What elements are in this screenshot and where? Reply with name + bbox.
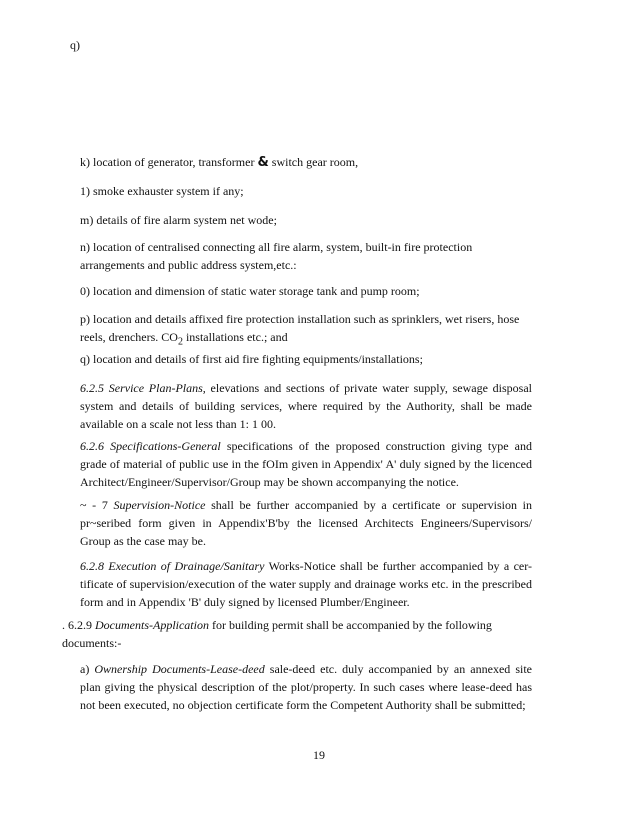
section-6-2-8 (80, 557, 532, 611)
section-6-2-6-body: specifications of the proposed construction giving type and grade of material of public use in the fOIm given in Appendix' A' duly signed by the licenced Architect/Engineer/Supervisor/Group may be shown accompanying the notice. (80, 439, 533, 489)
item-a-heading: Ownership Documents-Lease-deed (94, 662, 265, 676)
item-a-body: sale-deed etc. duly accompanied by an annexed site plan giving the physical description of the plot/property. In such cases where lease-deed has not been executed, no objection certificate form the Competent Authority shall be submitted; (80, 662, 532, 712)
item-k-text: k) location of generator, transformer (80, 155, 258, 169)
item-a-label: a) (80, 662, 95, 676)
section-6-2-8-heading: 6.2.8 Execution of Drainage/Sanitary (80, 559, 265, 573)
section-6-2-9-number: . 6.2.9 (62, 618, 95, 632)
item-p (80, 310, 532, 351)
section-6-2-5 (80, 379, 532, 433)
item-p-text: p) location and details affixed fire protection installation such as sprinklers, wet risers, hose reels, drenchers. CO (80, 312, 520, 344)
section-6-2-5-heading: 6.2.5 Service Plan-Plans, (80, 381, 206, 395)
section-6-2-6 (80, 437, 532, 491)
section-6-2-9-body: for building permit shall be accompanied by the following documents:- (62, 618, 492, 650)
item-p-text-end: installations etc.; and (182, 330, 288, 344)
ampersand-glyph: & (257, 155, 269, 170)
page-number: 19 (313, 748, 325, 762)
section-6-2-9 (62, 616, 532, 652)
item-q: q) location and details of first aid fire fighting equipments/installations; (80, 352, 423, 366)
section-6-2-8-body: Works-Notice shall be further accompanied by a cer- tificate of supervision/execution of the water supply and drainage works etc. in the prescribed form and in Appendix 'B' duly signed by licensed Plumber/Engineer. (80, 559, 533, 609)
item-o: 0) location and dimension of static water storage tank and pump room; (80, 284, 420, 298)
subscript-two: 2 (177, 336, 183, 348)
section-6-2-7-body: shall be further accompanied by a certificate or supervision in pr~seribed form given in Appendix'B'by the licensed Architects Engineers/Supervisors/ Group as the case may be. (80, 498, 532, 548)
item-k (80, 153, 532, 172)
item-l: 1) smoke exhauster system if any; (80, 184, 244, 198)
corner-label: q) (70, 38, 80, 52)
section-6-2-9-heading: Documents-Application (95, 618, 209, 632)
section-6-2-6-heading: 6.2.6 Specifications-General (80, 439, 221, 453)
item-n: n) location of centralised connecting all fire alarm, system, built-in fire protection arrangements and public address system,etc.: (80, 240, 473, 272)
section-6-2-7 (80, 496, 532, 550)
section-6-2-7-number: ~ - 7 (80, 498, 114, 512)
item-a (80, 660, 532, 714)
section-6-2-5-body: elevations and sections of private water supply, sewage disposal system and details of building services, where required by the Authority, shall be made available on a scale not less than 1: 1 00. (80, 381, 532, 431)
item-m: m) details of fire alarm system net wode; (80, 213, 277, 227)
item-k-text-end: switch gear room, (268, 155, 359, 169)
section-6-2-7-heading: Supervision-Notice (113, 498, 206, 512)
